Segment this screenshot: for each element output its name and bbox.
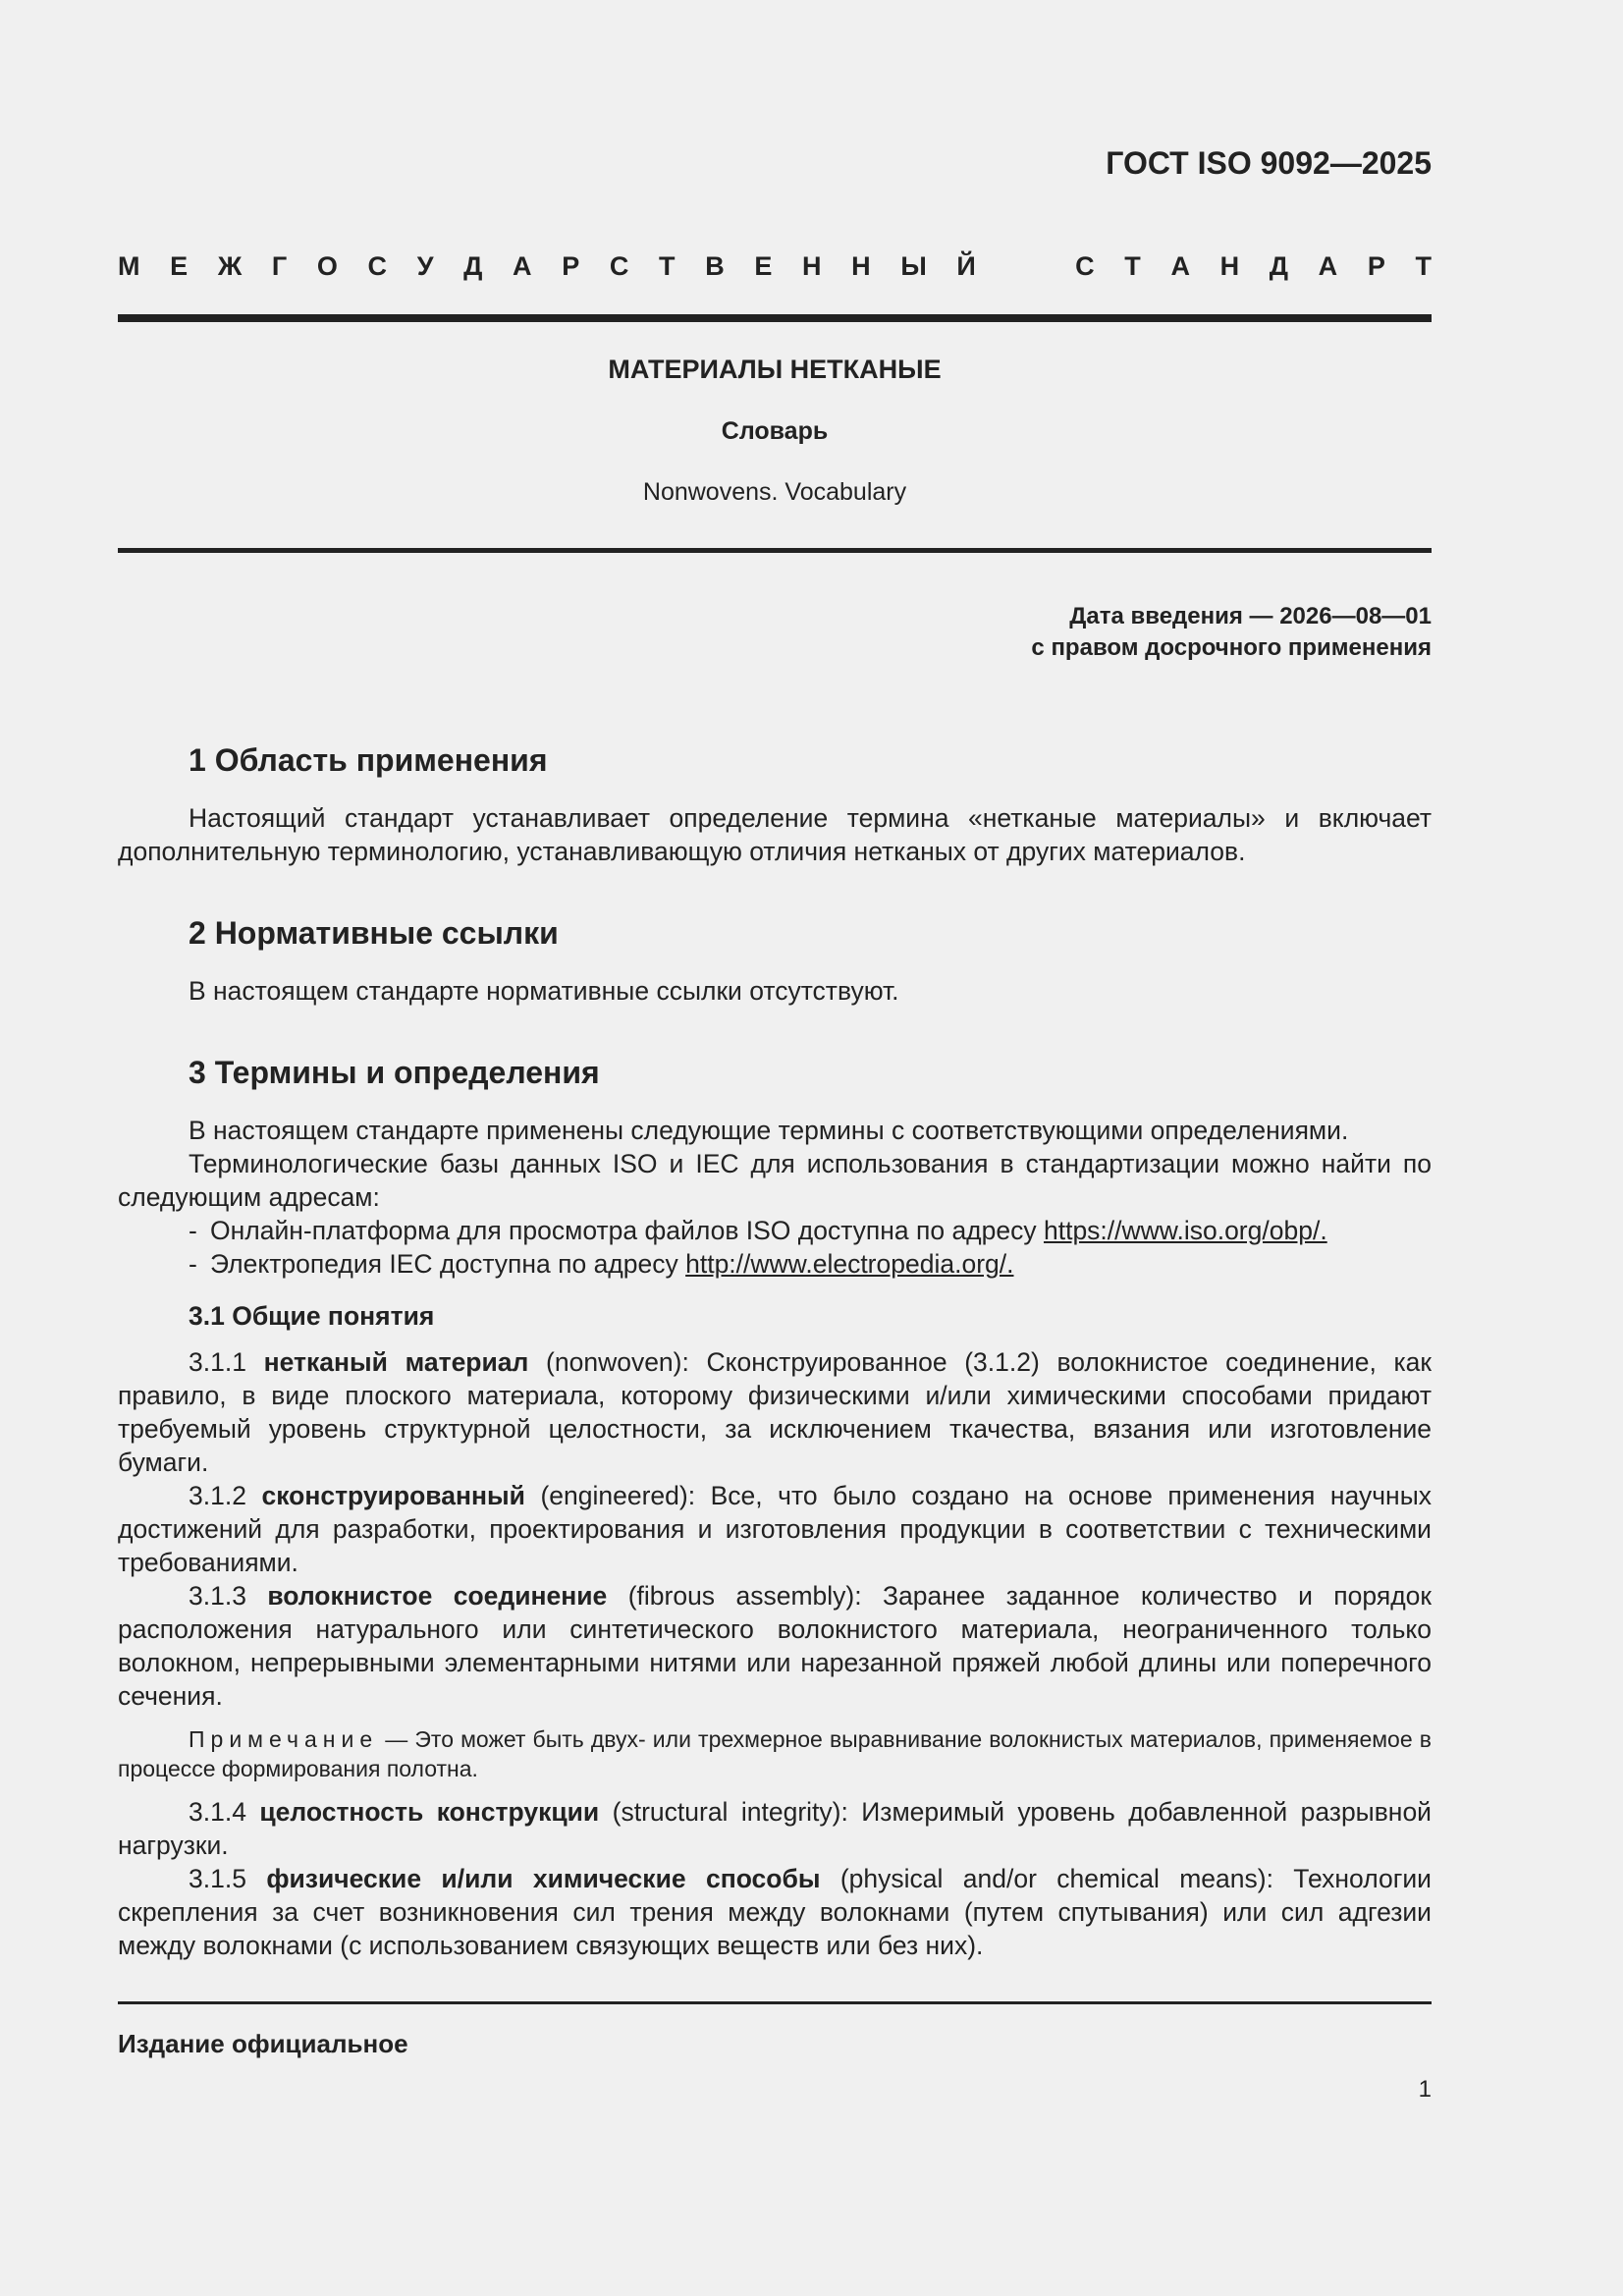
word-gap bbox=[1005, 251, 1045, 282]
term-name: сконструированный bbox=[261, 1481, 525, 1510]
term-entry bbox=[118, 1795, 1432, 1862]
term-number: 3.1.5 bbox=[189, 1864, 267, 1893]
note-label: Примечание bbox=[189, 1726, 379, 1752]
term-number: 3.1.4 bbox=[189, 1797, 260, 1827]
introduction-date-line: Дата введения — 2026—08—01 bbox=[1069, 603, 1432, 629]
standard-type-letter: О bbox=[316, 251, 338, 281]
iso-obp-link[interactable]: https://www.iso.org/obp/. bbox=[1043, 1216, 1327, 1245]
standard-type-letter: Д bbox=[1269, 251, 1289, 281]
section-3-paragraph-1: В настоящем стандарте применены следующие термины с соответствующими определениями. bbox=[189, 1116, 1349, 1145]
standard-type-letter: Ы bbox=[900, 251, 927, 281]
list-item bbox=[118, 1247, 1432, 1281]
term-definition: (fibrous assembly): Заранее заданное количество и порядок расположения натурального или синтетического волокнистого материала, неограниченного только волокном, непрерывными элементарными нитями или нарезанной пряжей любой длины или поперечного сечения. bbox=[118, 1581, 1432, 1711]
standard-type-letter: Е bbox=[170, 251, 189, 281]
term-entry bbox=[118, 1579, 1432, 1713]
document-code: ГОСТ ISO 9092—2025 bbox=[1106, 145, 1432, 181]
section-3-paragraph-2: Терминологические базы данных ISO и IEC для использования в стандартизации можно найти по следующим адресам: bbox=[118, 1149, 1432, 1212]
official-edition-label: Издание официальное bbox=[118, 2029, 408, 2058]
standard-type-letter: Р bbox=[562, 251, 580, 281]
standard-type-letter: Д bbox=[463, 251, 483, 281]
standard-type-letter: Г bbox=[271, 251, 288, 281]
standard-type-letter: М bbox=[118, 251, 140, 281]
term-definition: (engineered): Все, что было создано на основе применения научных достижений для разработки, проектирования и изготовления продукции в соответствии с техническими требованиями. bbox=[118, 1481, 1432, 1577]
title-block bbox=[118, 352, 1432, 509]
section-1-heading: 1 Область применения bbox=[189, 742, 548, 778]
list-item-text: Электропедия IEC доступна по адресу bbox=[210, 1249, 686, 1279]
document-subtitle: Словарь bbox=[721, 417, 829, 445]
term-name: физические и/или химические способы bbox=[266, 1864, 821, 1893]
section-2-heading: 2 Нормативные ссылки bbox=[189, 915, 559, 951]
subsection-3-1-heading: 3.1 Общие понятия bbox=[189, 1301, 435, 1331]
standard-type-letter: Т bbox=[1124, 251, 1141, 281]
standard-type-letter: С bbox=[367, 251, 388, 281]
standard-type-letter: Н bbox=[851, 251, 871, 281]
standard-type-letter: Ж bbox=[217, 251, 243, 281]
term-name: нетканый материал bbox=[263, 1347, 529, 1377]
introduction-date bbox=[1031, 601, 1432, 664]
standard-type-letter: А bbox=[1318, 251, 1338, 281]
term-number: 3.1.2 bbox=[189, 1481, 262, 1510]
term-definition: (nonwoven): Сконструированное (3.1.2) волокнистое соединение, как правило, в виде плоского материала, которому физическими и/или химическими способами придают требуемый уровень структурной целостности, за исключением ткачества, вязания или изготовление бумаги. bbox=[118, 1347, 1432, 1477]
standard-type-letter: А bbox=[1170, 251, 1190, 281]
term-entry bbox=[118, 1479, 1432, 1579]
term-definition: (structural integrity): Измеримый уровень добавленной разрывной нагрузки. bbox=[118, 1797, 1432, 1860]
term-number: 3.1.3 bbox=[189, 1581, 268, 1611]
standard-type-letter: С bbox=[1075, 251, 1095, 281]
standard-type-letter: Е bbox=[754, 251, 773, 281]
standard-type-letter: С bbox=[609, 251, 629, 281]
standard-type-letter: Т bbox=[659, 251, 676, 281]
term-number: 3.1.1 bbox=[189, 1347, 264, 1377]
list-item-text: Онлайн-платформа для просмотра файлов ISO доступна по адресу bbox=[210, 1216, 1044, 1245]
list-item bbox=[118, 1214, 1432, 1247]
standard-type-letter: У bbox=[416, 251, 434, 281]
standard-type-heading bbox=[118, 251, 1432, 282]
term-entry bbox=[118, 1345, 1432, 1479]
standard-type-letter: Т bbox=[1415, 251, 1432, 281]
section-1-text: Настоящий стандарт устанавливает определение термина «нетканые материалы» и включает дополнительную терминологию, устанавливающую отличия нетканых от других материалов. bbox=[118, 803, 1432, 866]
electropedia-link[interactable]: http://www.electropedia.org/. bbox=[685, 1249, 1014, 1279]
term-name: волокнистое соединение bbox=[267, 1581, 608, 1611]
standard-type-letter: Й bbox=[956, 251, 976, 281]
footer-divider bbox=[118, 2001, 1432, 2004]
early-application-line: с правом досрочного применения bbox=[1031, 634, 1432, 661]
standard-type-letter: Н bbox=[802, 251, 822, 281]
standard-type-letter: Н bbox=[1219, 251, 1240, 281]
term-entry bbox=[118, 1862, 1432, 1962]
standard-type-letter: В bbox=[705, 251, 725, 281]
header-divider bbox=[118, 314, 1432, 322]
page-number: 1 bbox=[1418, 2076, 1432, 2103]
section-3-heading: 3 Термины и определения bbox=[189, 1055, 600, 1090]
list-dash: - bbox=[189, 1216, 197, 1245]
title-divider bbox=[118, 548, 1432, 553]
term-name: целостность конструкции bbox=[259, 1797, 600, 1827]
term-note bbox=[118, 1724, 1432, 1783]
document-body bbox=[118, 738, 1432, 1962]
standard-type-letter: Р bbox=[1367, 251, 1385, 281]
term-definition: (physical and/or chemical means): Технологии скрепления за счет возникновения сил трения между волокнами (путем спутывания) или сил адгезии между волокнами (с использованием связующих веществ или без них). bbox=[118, 1864, 1432, 1960]
section-2-text: В настоящем стандарте нормативные ссылки отсутствуют. bbox=[189, 976, 899, 1006]
document-title-english: Nonwovens. Vocabulary bbox=[642, 478, 907, 506]
document-title: МАТЕРИАЛЫ НЕТКАНЫЕ bbox=[608, 355, 942, 384]
list-dash: - bbox=[189, 1249, 197, 1279]
note-text: — Это может быть двух- или трехмерное выравнивание волокнистых материалов, применяемое в процессе формирования полотна. bbox=[118, 1726, 1432, 1781]
standard-type-letter: А bbox=[513, 251, 532, 281]
